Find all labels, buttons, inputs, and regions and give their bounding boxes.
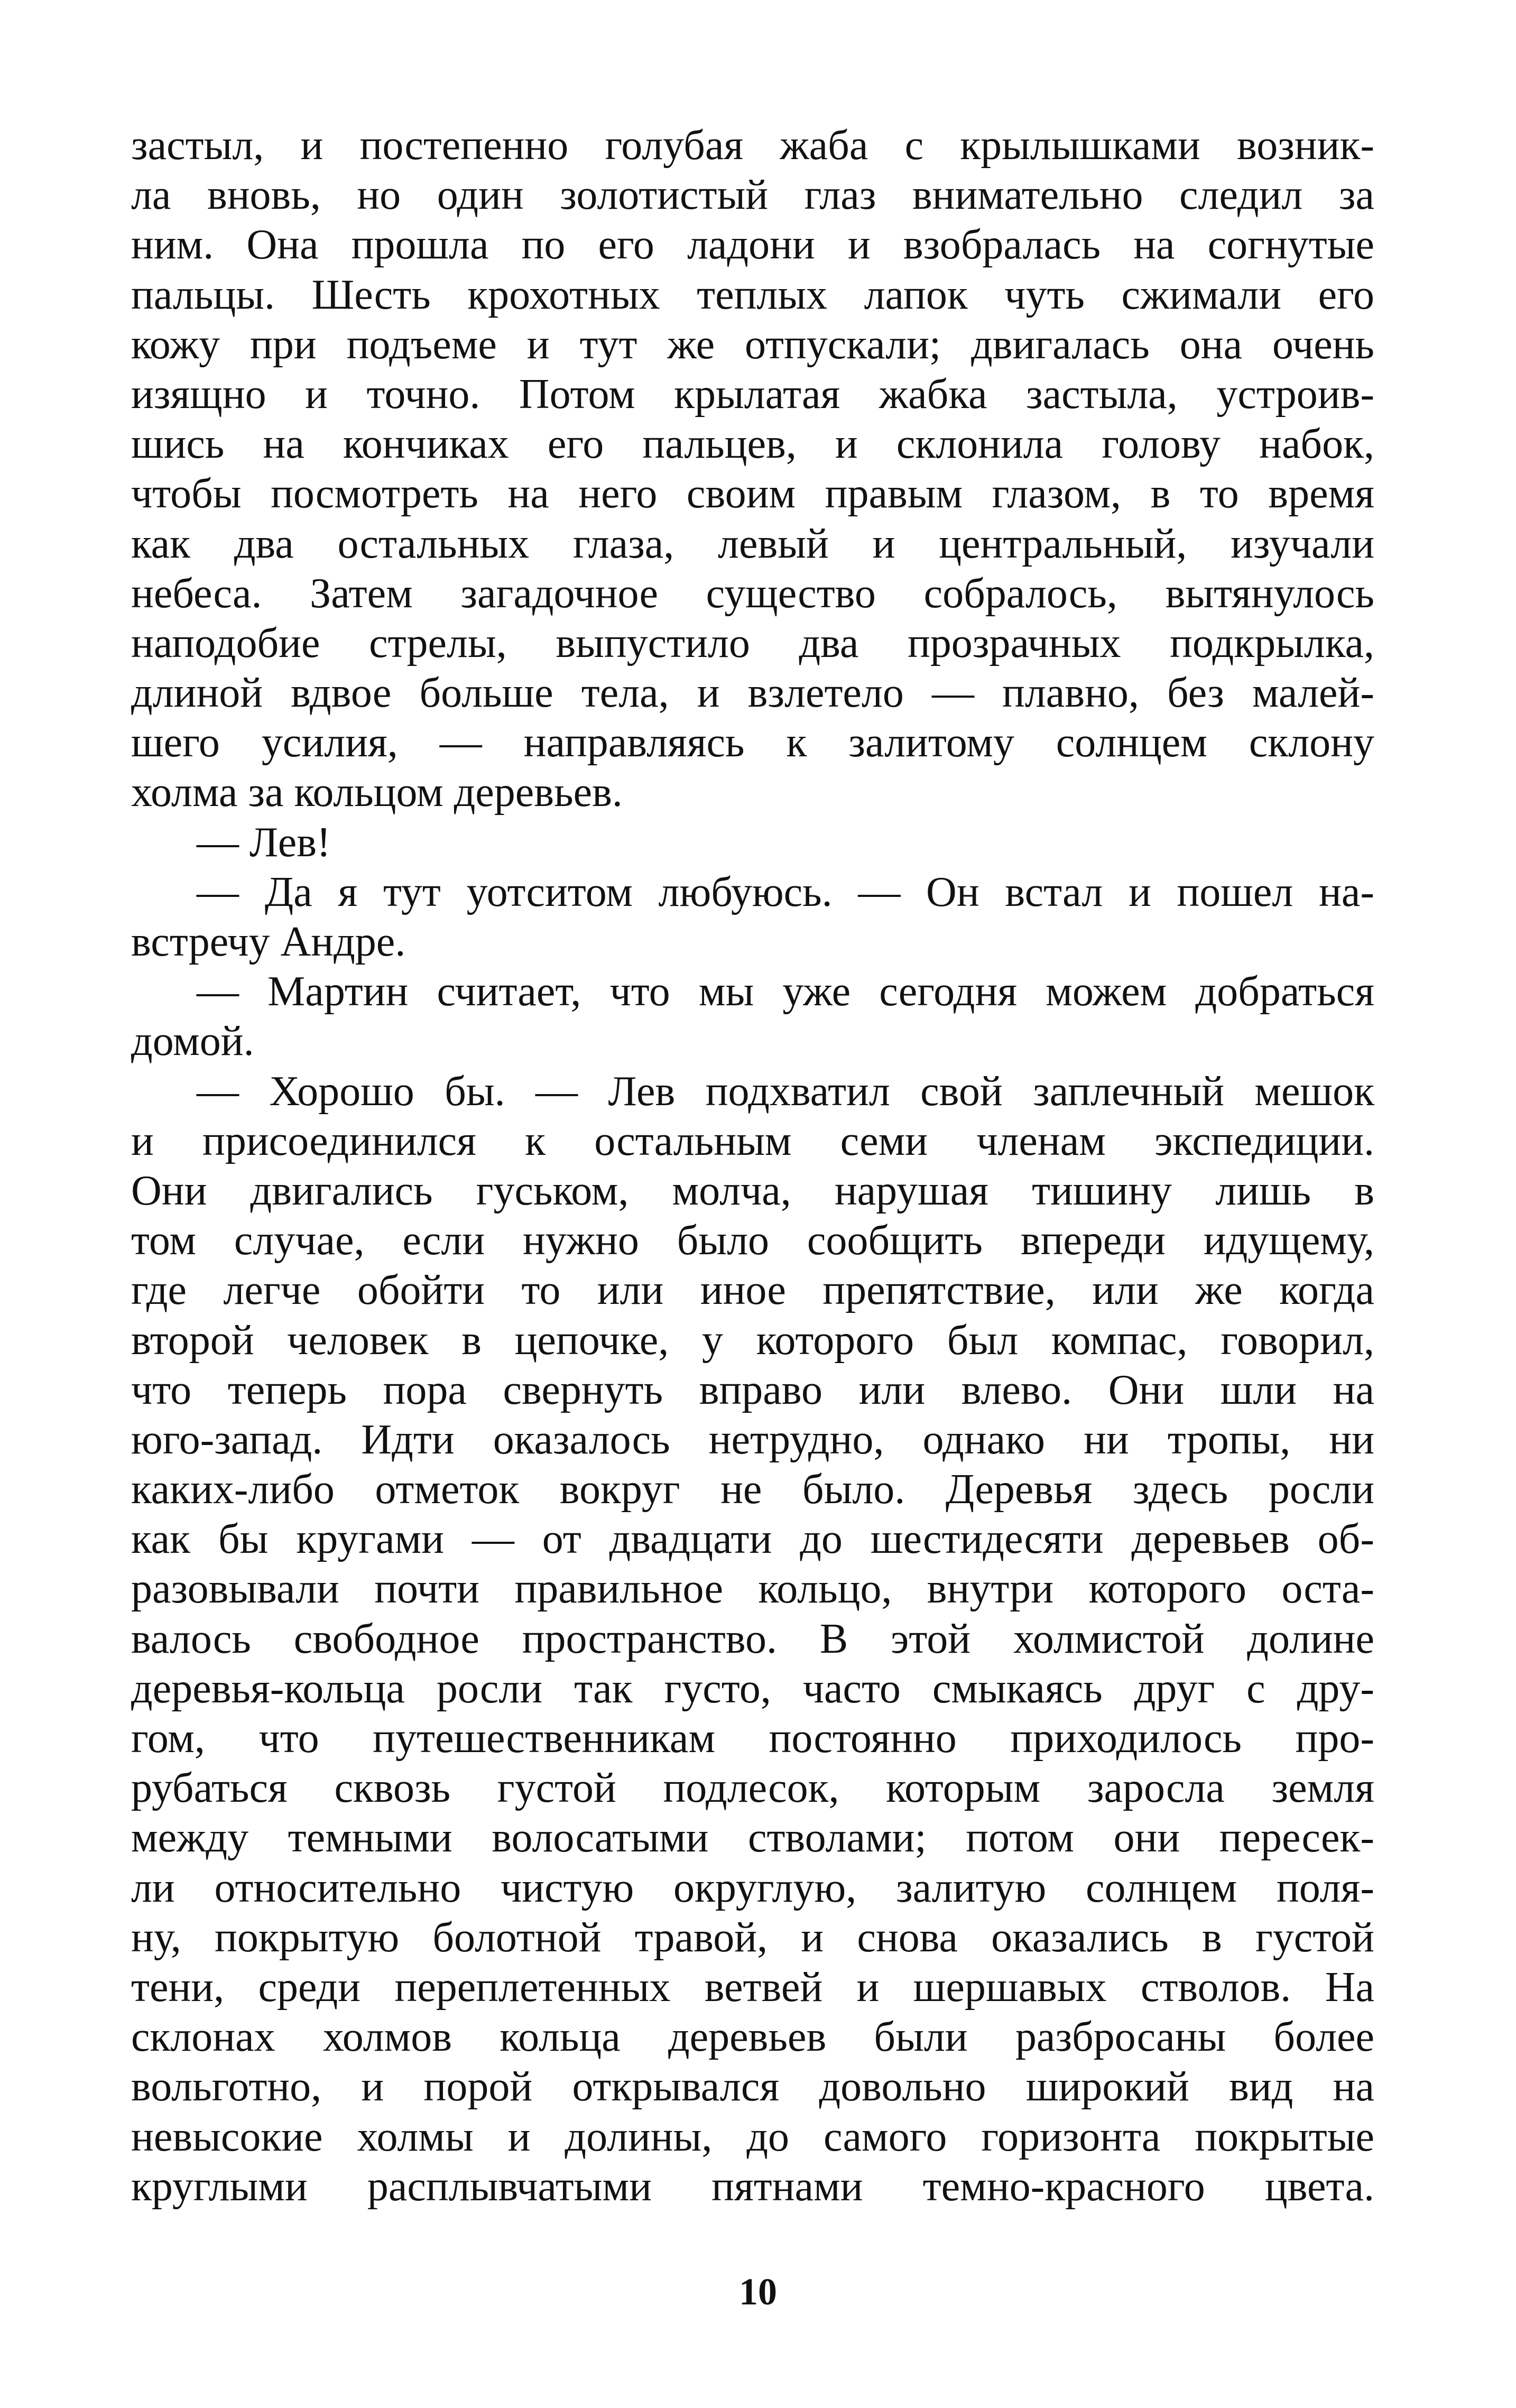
text-line: валось свободное пространство. В этой холмистой долине <box>131 1615 1374 1662</box>
text-line: вольготно, и порой открывался довольно широкий вид на <box>131 2063 1374 2110</box>
dialogue-line: — Лев! <box>197 819 331 866</box>
text-line: шего усилия, — направляясь к залитому солнцем склону <box>131 719 1374 766</box>
text-line: длиной вдвое больше тела, и взлетело — плавно, без малей- <box>131 670 1374 717</box>
text-line: разовывали почти правильное кольцо, внутри которого оста- <box>131 1566 1374 1613</box>
text-line: чтобы посмотреть на него своим правым глазом, в то время <box>131 470 1374 517</box>
text-line: где легче обойти то или иное препятствие, или же когда <box>131 1267 1374 1314</box>
page-body <box>131 121 1374 2211</box>
text-line: юго-запад. Идти оказалось нетрудно, однако ни тропы, ни <box>131 1416 1374 1463</box>
dialogue-line: — Да я тут уотситом любуюсь. — Он встал и пошел на- <box>197 868 1374 915</box>
text-line: каких-либо отметок вокруг не было. Деревья здесь росли <box>131 1466 1374 1513</box>
text-line: круглыми расплывчатыми пятнами темно-красного цвета. <box>131 2163 1374 2210</box>
text-line: небеса. Затем загадочное существо собралось, вытянулось <box>131 570 1374 617</box>
text-line: что теперь пора свернуть вправо или влево. Они шли на <box>131 1366 1374 1413</box>
text-line: как бы кругами — от двадцати до шестидесяти деревьев об- <box>131 1516 1374 1563</box>
text-line: между темными волосатыми стволами; потом они пересек- <box>131 1814 1374 1861</box>
text-line: второй человек в цепочке, у которого был компас, говорил, <box>131 1317 1374 1364</box>
text-line: деревья-кольца росли так густо, часто смыкаясь друг с дру- <box>131 1665 1374 1712</box>
text-line: тени, среди переплетенных ветвей и шершавых стволов. На <box>131 1964 1374 2011</box>
text-line: ним. Она прошла по его ладони и взобралась на согнутые <box>131 221 1374 268</box>
text-line: невысокие холмы и долины, до самого горизонта покрытые <box>131 2113 1374 2160</box>
text-line: склонах холмов кольца деревьев были разбросаны более <box>131 2014 1374 2061</box>
text-line: шись на кончиках его пальцев, и склонила голову набок, <box>131 421 1374 468</box>
text-line: изящно и точно. Потом крылатая жабка застыла, устроив- <box>131 371 1374 418</box>
text-line: гом, что путешественникам постоянно приходилось про- <box>131 1715 1374 1762</box>
text-line: наподобие стрелы, выпустило два прозрачных подкрылка, <box>131 619 1374 666</box>
text-line: пальцы. Шесть крохотных теплых лапок чуть сжимали его <box>131 271 1374 318</box>
text-line: рубаться сквозь густой подлесок, которым заросла земля <box>131 1765 1374 1812</box>
dialogue-line: — Хорошо бы. — Лев подхватил свой заплечный мешок <box>197 1068 1374 1115</box>
dialogue-line: — Мартин считает, что мы уже сегодня можем добраться <box>197 968 1374 1015</box>
text-line: застыл, и постепенно голубая жаба с крылышками возник- <box>131 122 1374 169</box>
text-line: и присоединился к остальным семи членам экспедиции. <box>131 1117 1374 1164</box>
text-line: ли относительно чистую округлую, залитую солнцем поля- <box>131 1864 1374 1911</box>
text-line: ну, покрытую болотной травой, и снова оказались в густой <box>131 1914 1374 1961</box>
text-line: Они двигались гуськом, молча, нарушая тишину лишь в <box>131 1167 1374 1214</box>
text-line: встречу Андре. <box>131 919 406 965</box>
page-number: 10 <box>739 2271 777 2313</box>
text-line: домой. <box>131 1018 254 1065</box>
text-line: холма за кольцом деревьев. <box>131 769 623 816</box>
text-line: ла вновь, но один золотистый глаз внимательно следил за <box>131 172 1374 219</box>
text-line: том случае, если нужно было сообщить впереди идущему, <box>131 1217 1374 1264</box>
text-line: как два остальных глаза, левый и центральный, изучали <box>131 520 1374 567</box>
text-line: кожу при подъеме и тут же отпускали; двигалась она очень <box>131 321 1374 368</box>
